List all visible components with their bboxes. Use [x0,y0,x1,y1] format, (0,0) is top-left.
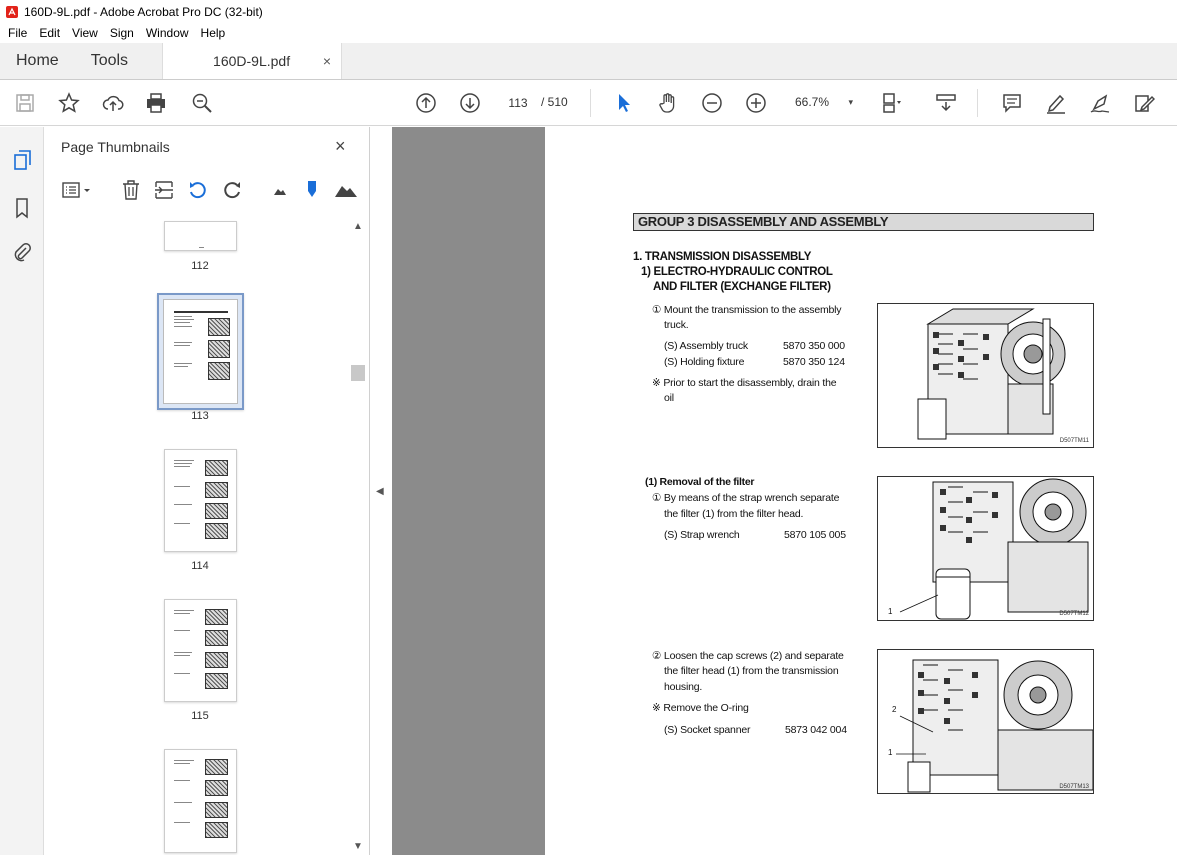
collapse-panel-icon[interactable]: ◀ [376,486,384,497]
note1-line2: oil [664,392,674,404]
filter-head-removal-illustration [878,650,1094,794]
tab-document[interactable] [162,43,342,79]
upload-cloud-icon[interactable] [101,91,125,115]
subsection-title: (1) Removal of the filter [645,476,755,488]
toolbar-separator [977,89,978,117]
close-document-tab-icon[interactable]: × [322,53,332,69]
pdf-page [545,127,1177,855]
section-title: 1. TRANSMISSION DISASSEMBLY [633,251,812,263]
page-thumbnail-113-selected[interactable] [157,293,244,410]
menu-sign[interactable]: Sign [109,26,134,40]
menu-file[interactable]: File [8,26,28,40]
page-thumbnails-icon[interactable] [11,149,33,171]
note1-line1: ※ Prior to start the disassembly, drain the [652,377,837,389]
document-viewport-background [392,127,545,855]
panel-title: Page Thumbnails [61,139,170,155]
scroll-up-icon[interactable]: ▲ [353,221,363,232]
print-icon[interactable] [144,91,168,115]
navigation-rail [0,127,44,855]
page-thumbnails-panel [45,127,370,855]
sign-pen-icon[interactable] [1088,91,1112,115]
window-title: 160D-9L.pdf - Adobe Acrobat Pro DC (32-bit) [24,4,263,19]
thumbnail-label-114: 114 [191,560,209,572]
document-tab-label: 160D-9L.pdf [213,53,291,69]
section-subtitle-line2: AND FILTER (EXCHANGE FILTER) [653,281,831,293]
comment-icon[interactable] [1000,91,1024,115]
page-number-input[interactable]: 113 [499,90,537,114]
scrollbar-thumb[interactable] [351,365,365,381]
insert-page-icon[interactable] [153,179,175,201]
zoom-out-icon[interactable] [700,91,724,115]
note2: ※ Remove the O-ring [652,702,749,714]
large-thumbnails-icon[interactable] [333,179,359,201]
figure-filter-head-removal [877,649,1094,794]
figure-code-1: D507TM11 [1059,438,1089,444]
close-panel-icon[interactable]: × [335,136,346,156]
menu-edit[interactable]: Edit [39,26,61,40]
step3-text-line1: ② Loosen the cap screws (2) and separate [652,650,844,662]
page-thumbnail-115[interactable] [164,599,237,702]
main-toolbar [0,80,1177,126]
toolbar-separator [590,89,591,117]
tool1-name: (S) Assembly truck [664,340,748,352]
menu-bar [0,23,1177,43]
page-thumbnail-112[interactable] [164,221,237,251]
find-zoom-icon[interactable] [190,91,214,115]
tool3-code: 5870 105 005 [784,529,846,541]
menu-window[interactable]: Window [145,26,189,40]
tool4-name: (S) Socket spanner [664,724,751,736]
step2-text-line1: ① By means of the strap wrench separate [652,492,840,504]
figure-filter-removal [877,476,1094,621]
section-subtitle-line1: 1) ELECTRO-HYDRAULIC CONTROL [641,266,833,278]
attachments-icon[interactable] [11,241,33,263]
delete-page-icon[interactable] [120,179,142,201]
page-thumbnail-116[interactable] [164,749,237,853]
tool3-name: (S) Strap wrench [664,529,740,541]
figure-transmission-mounted [877,303,1094,448]
thumbnail-label-115: 115 [191,710,209,722]
menu-view[interactable]: View [72,26,98,40]
zoom-level-select[interactable] [787,90,859,114]
acrobat-app-icon [6,6,18,18]
tool4-code: 5873 042 004 [785,724,847,736]
group-heading: GROUP 3 DISASSEMBLY AND ASSEMBLY [633,213,1094,231]
scrolling-mode-icon[interactable] [934,91,958,115]
figure-code-2: D507TM12 [1059,611,1089,617]
highlight-pen-icon[interactable] [1044,91,1068,115]
tab-row [0,43,1177,80]
title-bar [0,0,1177,23]
tool2-code: 5870 350 124 [783,356,845,368]
figure3-callout-1: 1 [888,748,893,757]
step1-text-line1: ① Mount the transmission to the assembly [652,304,842,316]
step3-text-line2: the filter head (1) from the transmission [664,665,839,677]
tab-tools[interactable]: Tools [90,52,129,69]
filter-removal-illustration [878,477,1094,621]
rotate-clockwise-icon[interactable] [221,179,243,201]
thumbnail-scrollbar[interactable] [351,221,365,855]
figure3-callout-2: 2 [892,705,897,714]
figure-code-3: D507TM13 [1059,784,1089,790]
zoom-in-icon[interactable] [744,91,768,115]
edit-pdf-icon[interactable] [1132,91,1156,115]
small-thumbnails-icon[interactable] [269,179,291,201]
bookmark-star-icon[interactable] [57,91,81,115]
rotate-counterclockwise-icon[interactable] [187,179,209,201]
thumbnail-label-113: 113 [191,410,209,422]
step2-text-line2: the filter (1) from the filter head. [664,508,804,520]
page-thumbnail-114[interactable] [164,449,237,552]
page-total-label: / 510 [541,95,568,109]
bookmarks-icon[interactable] [11,197,33,219]
next-page-icon[interactable] [458,91,482,115]
step3-text-line3: housing. [664,681,703,693]
tool1-code: 5870 350 000 [783,340,845,352]
menu-help[interactable]: Help [200,26,226,40]
save-icon[interactable] [13,91,37,115]
previous-page-icon[interactable] [414,91,438,115]
zoom-level-value: 66.7% [795,95,830,109]
hand-tool-icon[interactable] [656,91,680,115]
pen-nib-icon[interactable] [301,179,323,201]
scroll-down-icon[interactable]: ▼ [353,841,363,852]
figure2-callout-1: 1 [888,607,893,616]
tab-home[interactable]: Home [16,52,59,69]
thumbnail-options-icon[interactable] [61,179,93,201]
transmission-illustration [878,304,1094,448]
fit-page-icon[interactable] [879,91,903,115]
tool2-name: (S) Holding fixture [664,356,745,368]
step1-text-line2: truck. [664,319,689,331]
select-cursor-icon[interactable] [612,91,636,115]
chevron-down-icon: ▾ [848,97,853,107]
thumbnail-label-112: 112 [191,260,209,272]
